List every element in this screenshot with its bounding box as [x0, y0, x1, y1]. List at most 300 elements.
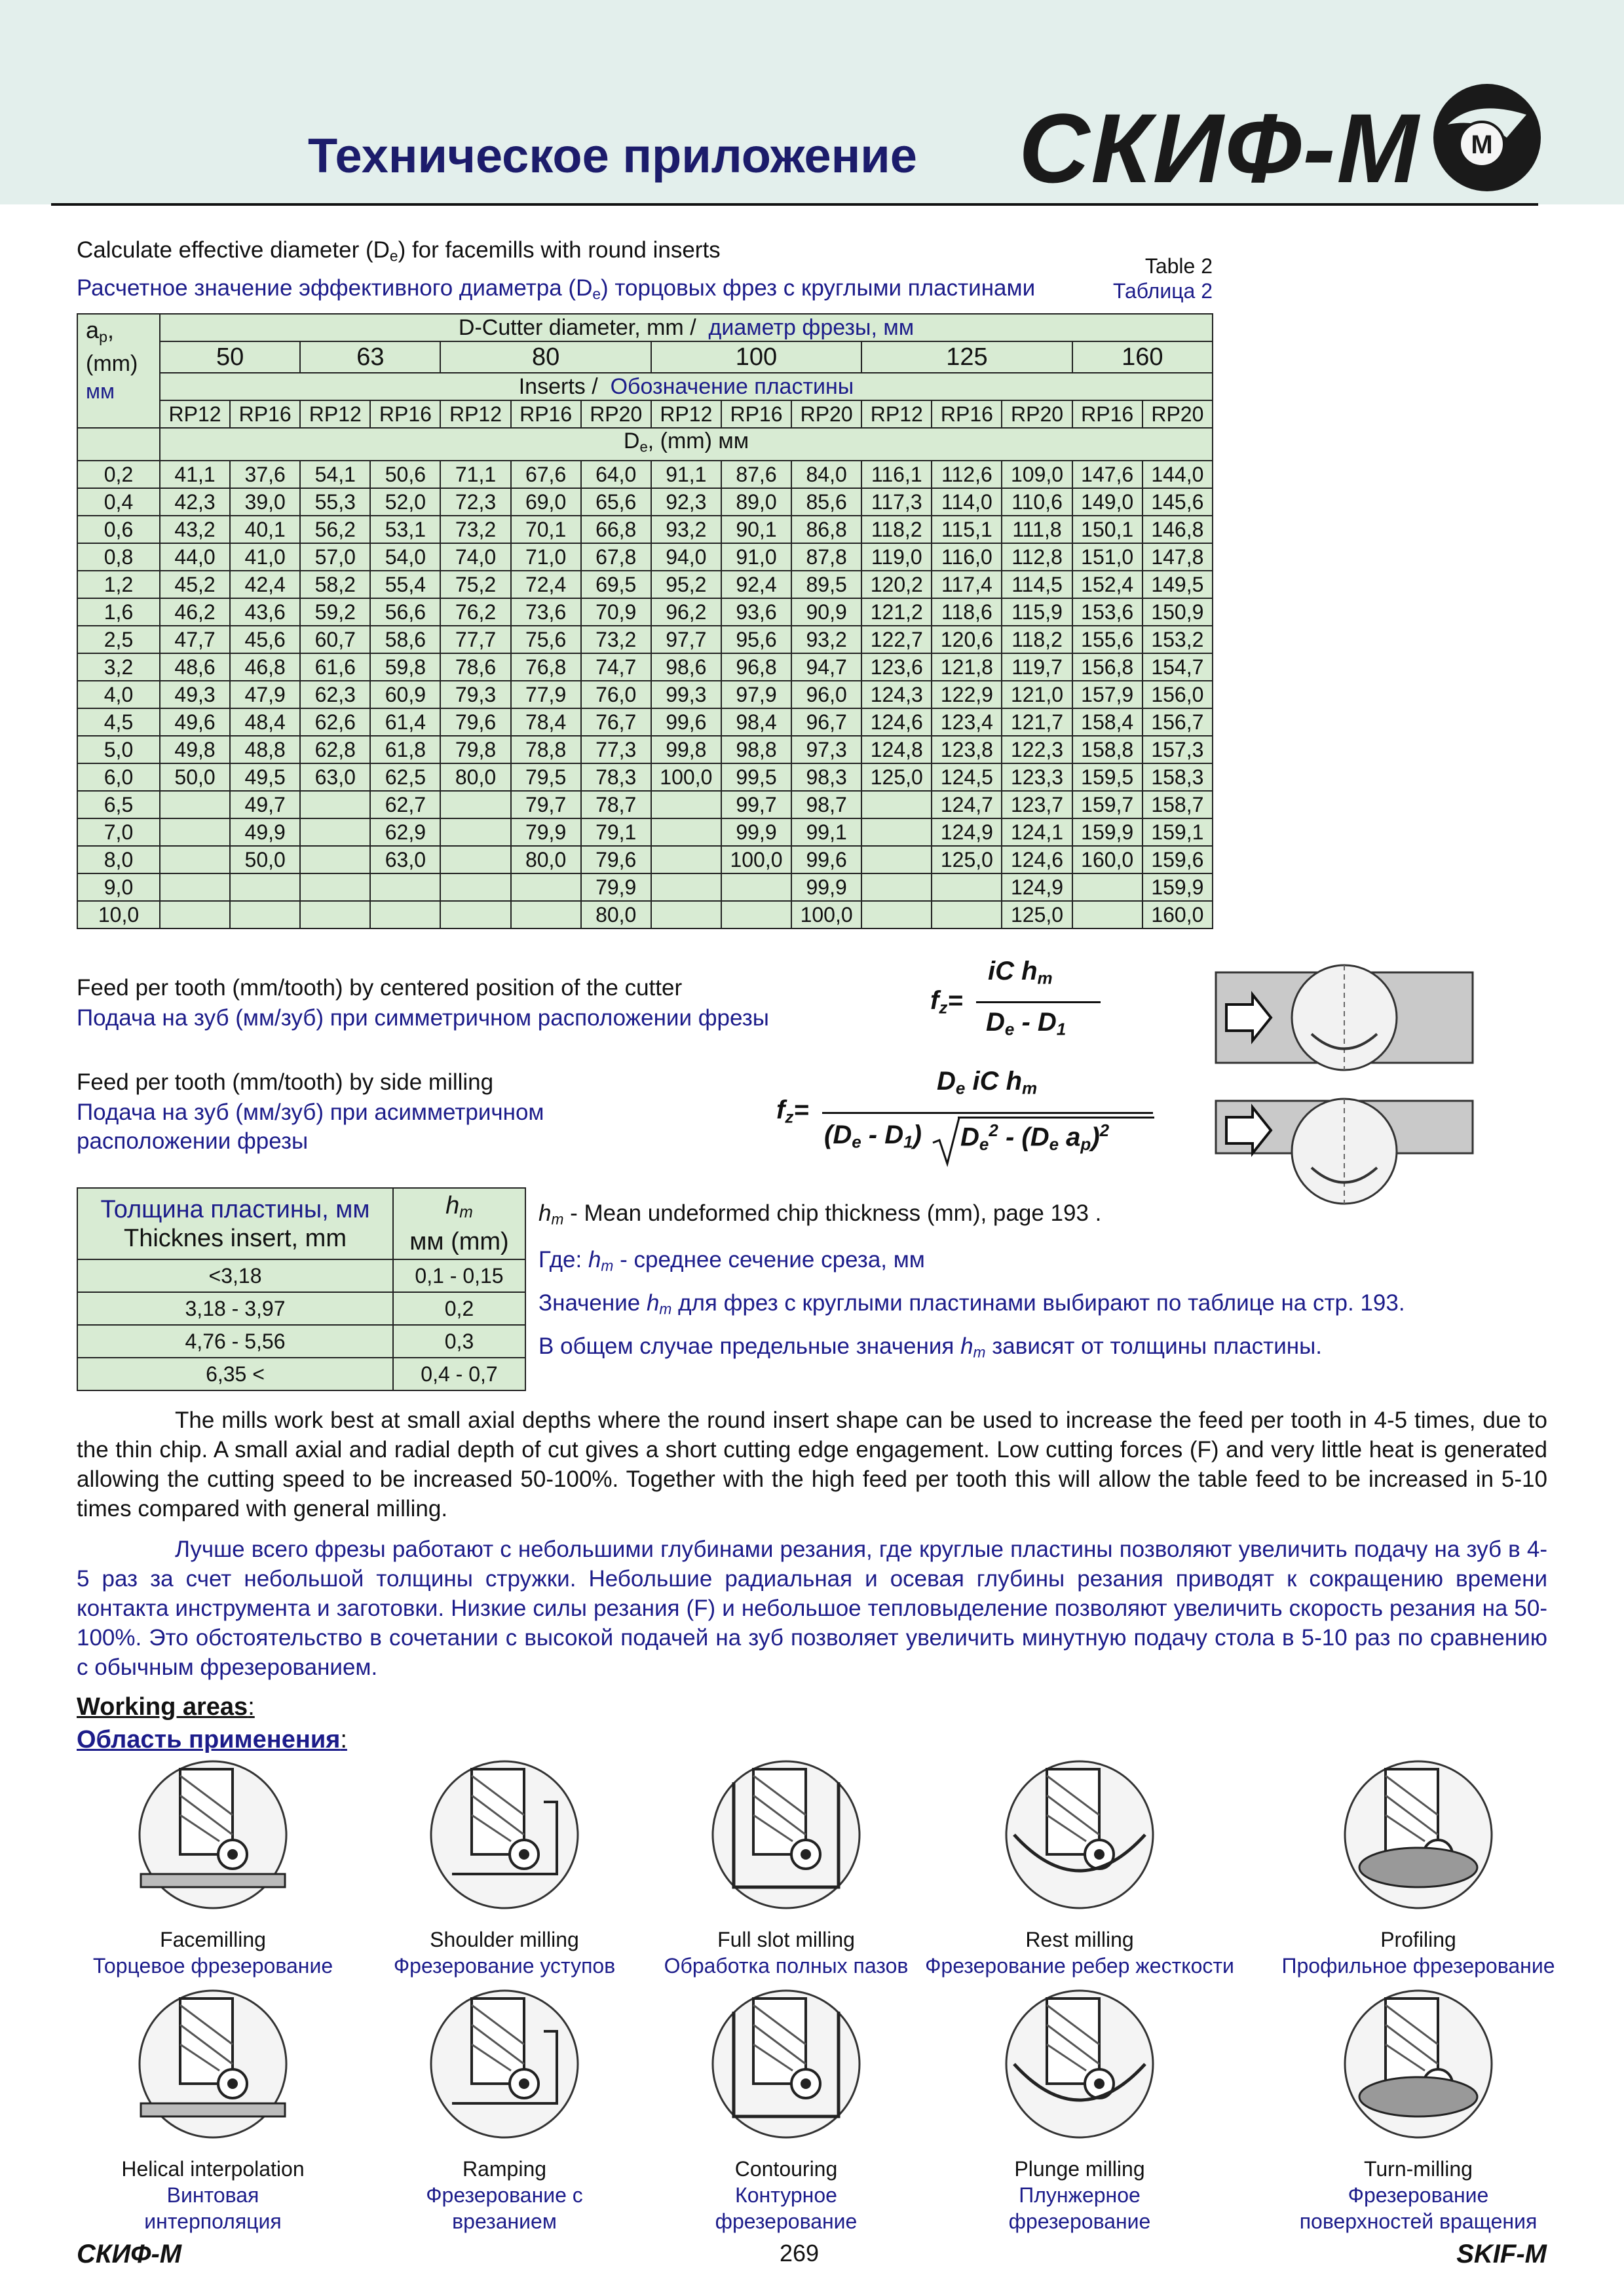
- de-value-cell: 123,7: [1002, 791, 1072, 818]
- de-value-cell: 95,6: [721, 626, 791, 653]
- helical-interpolation-caption: [49, 2156, 377, 2234]
- de-value-cell: 159,6: [1142, 846, 1213, 873]
- de-value-cell: 97,7: [651, 626, 721, 653]
- de-value-cell: [160, 818, 230, 846]
- de-value-cell: [651, 791, 721, 818]
- caption-ru: Торцевое фрезерование: [92, 1954, 333, 1978]
- rest-milling-illustration-icon: [1001, 1756, 1158, 1913]
- diameter-header-cell: 100: [651, 341, 861, 373]
- de-value-cell: 112,8: [1002, 543, 1072, 571]
- thickness-value-cell: 6,35 <: [77, 1358, 393, 1390]
- profiling-caption: [1255, 1926, 1582, 1979]
- de-value-cell: 156,7: [1142, 708, 1213, 736]
- caption-ru-line2: врезанием: [452, 2210, 557, 2233]
- de-value-cell: 149,5: [1142, 571, 1213, 598]
- de-value-cell: 49,6: [160, 708, 230, 736]
- de-value-cell: [230, 901, 300, 928]
- de-value-cell: 158,7: [1142, 791, 1213, 818]
- de-value-cell: [370, 901, 440, 928]
- de-value-cell: [861, 818, 932, 846]
- shoulder-milling-illustration-icon: [426, 1756, 583, 1913]
- de-value-cell: 118,2: [1002, 626, 1072, 653]
- table-row: [77, 791, 1213, 818]
- de-value-cell: 94,7: [791, 653, 861, 681]
- ap-value-cell: 1,6: [77, 598, 160, 626]
- de-value-cell: [440, 791, 510, 818]
- de-value-cell: 70,9: [581, 598, 651, 626]
- thickness-value-cell: 3,18 - 3,97: [77, 1292, 393, 1325]
- ap-blank-cell: [77, 428, 160, 461]
- de-value-cell: 87,8: [791, 543, 861, 571]
- table-row: [77, 461, 1213, 488]
- de-value-cell: 112,6: [932, 461, 1002, 488]
- diameter-header-cell: 160: [1072, 341, 1213, 373]
- de-value-cell: 79,3: [440, 681, 510, 708]
- de-value-cell: 61,4: [370, 708, 440, 736]
- table-row: [77, 901, 1213, 928]
- header-divider: [51, 203, 1538, 206]
- de-value-cell: 124,5: [932, 763, 1002, 791]
- de-value-cell: 80,0: [440, 763, 510, 791]
- de-value-cell: 76,2: [440, 598, 510, 626]
- de-value-cell: 79,9: [581, 873, 651, 901]
- full-slot-milling-caption: [622, 1926, 950, 1979]
- de-value-cell: 118,6: [932, 598, 1002, 626]
- de-value-cell: 98,8: [721, 736, 791, 763]
- thickness-value-cell: 4,76 - 5,56: [77, 1325, 393, 1358]
- de-value-cell: 79,9: [511, 818, 581, 846]
- formula2-bar: [822, 1112, 1153, 1114]
- de-value-cell: 59,2: [300, 598, 370, 626]
- de-value-cell: 48,4: [230, 708, 300, 736]
- de-value-cell: 124,6: [1002, 846, 1072, 873]
- ap-value-cell: 2,5: [77, 626, 160, 653]
- hm-note-ru2: Значение $h_m$ для фрез с круглыми пластинами выбирают по таблице на стр. 193.: [538, 1290, 1405, 1318]
- de-value-cell: 157,9: [1072, 681, 1142, 708]
- ap-value-cell: 1,2: [77, 571, 160, 598]
- de-value-cell: 92,4: [721, 571, 791, 598]
- feed-centered-en: Feed per tooth (mm/tooth) by centered position of the cutter: [77, 975, 683, 1001]
- de-value-cell: 89,0: [721, 488, 791, 516]
- de-value-cell: 74,7: [581, 653, 651, 681]
- de-value-cell: 46,8: [230, 653, 300, 681]
- de-value-cell: 98,4: [721, 708, 791, 736]
- de-value-cell: 62,8: [300, 736, 370, 763]
- de-value-cell: 150,9: [1142, 598, 1213, 626]
- feed-centered-ru: Подача на зуб (мм/зуб) при симметричном расположении фрезы: [77, 1005, 769, 1031]
- de-value-cell: [861, 873, 932, 901]
- de-value-cell: 76,0: [581, 681, 651, 708]
- de-value-cell: 90,1: [721, 516, 791, 543]
- de-value-cell: 65,6: [581, 488, 651, 516]
- de-value-cell: 117,3: [861, 488, 932, 516]
- de-value-cell: 47,7: [160, 626, 230, 653]
- logo-badge: M: [1471, 130, 1493, 159]
- working-areas-ru: Область применения:: [77, 1726, 347, 1753]
- de-value-cell: 151,0: [1072, 543, 1142, 571]
- de-value-cell: 160,0: [1142, 901, 1213, 928]
- de-value-cell: 123,4: [932, 708, 1002, 736]
- de-value-cell: 114,0: [932, 488, 1002, 516]
- de-value-cell: 149,0: [1072, 488, 1142, 516]
- de-value-cell: 119,7: [1002, 653, 1072, 681]
- de-value-cell: 121,2: [861, 598, 932, 626]
- de-value-cell: [651, 873, 721, 901]
- caption-ru-line2: фрезерование: [1008, 2210, 1151, 2233]
- de-value-cell: 60,9: [370, 681, 440, 708]
- de-value-cell: 159,9: [1142, 873, 1213, 901]
- ap-value-cell: 10,0: [77, 901, 160, 928]
- insert-type-cell: RP20: [1002, 400, 1072, 428]
- de-value-cell: 159,9: [1072, 818, 1142, 846]
- de-value-cell: 86,8: [791, 516, 861, 543]
- sqrt-radical-icon: [930, 1115, 963, 1168]
- de-value-cell: 72,3: [440, 488, 510, 516]
- de-value-cell: [511, 873, 581, 901]
- facemilling-illustration-icon: [134, 1756, 292, 1913]
- insert-type-cell: RP12: [651, 400, 721, 428]
- de-value-cell: 62,9: [370, 818, 440, 846]
- de-value-cell: 159,7: [1072, 791, 1142, 818]
- de-value-cell: [861, 846, 932, 873]
- de-value-cell: 120,6: [932, 626, 1002, 653]
- de-value-cell: 124,9: [1002, 873, 1072, 901]
- de-value-cell: 121,0: [1002, 681, 1072, 708]
- hm-value-cell: 0,4 - 0,7: [393, 1358, 525, 1390]
- de-value-cell: 118,2: [861, 516, 932, 543]
- caption-ru: Контурное: [735, 2183, 837, 2207]
- de-value-cell: 62,6: [300, 708, 370, 736]
- insert-type-cell: RP16: [370, 400, 440, 428]
- de-value-cell: [511, 901, 581, 928]
- de-value-cell: 92,3: [651, 488, 721, 516]
- de-value-cell: 124,6: [861, 708, 932, 736]
- de-value-cell: [1072, 901, 1142, 928]
- de-value-cell: 70,1: [511, 516, 581, 543]
- de-value-cell: 74,0: [440, 543, 510, 571]
- de-value-cell: 156,8: [1072, 653, 1142, 681]
- de-value-cell: 79,8: [440, 736, 510, 763]
- de-value-cell: 115,9: [1002, 598, 1072, 626]
- page-number: 269: [780, 2240, 820, 2267]
- de-value-cell: 49,9: [230, 818, 300, 846]
- logo-text: СКИФ-М: [1019, 93, 1420, 203]
- de-value-cell: 99,7: [721, 791, 791, 818]
- de-value-cell: 52,0: [370, 488, 440, 516]
- de-value-cell: 84,0: [791, 461, 861, 488]
- de-value-cell: [861, 901, 932, 928]
- sqrt-overbar: [958, 1117, 1154, 1119]
- ap-header-cell: $a_p$, (mm) мм: [77, 314, 160, 428]
- de-value-cell: 115,1: [932, 516, 1002, 543]
- de-value-cell: 98,7: [791, 791, 861, 818]
- cutter-diameter-title: D-Cutter diameter, mm / диаметр фрезы, мм: [160, 314, 1213, 341]
- formula1-numerator: iC $h_m$: [988, 957, 1053, 988]
- de-value-cell: 77,7: [440, 626, 510, 653]
- de-value-cell: 72,4: [511, 571, 581, 598]
- de-value-cell: [440, 818, 510, 846]
- de-value-cell: 78,7: [581, 791, 651, 818]
- inserts-title: Inserts / Обозначение пластины: [160, 373, 1213, 400]
- formula1-denominator: $D_e - D_1$: [986, 1008, 1067, 1039]
- ap-value-cell: 4,5: [77, 708, 160, 736]
- de-value-cell: 97,9: [721, 681, 791, 708]
- de-value-cell: 124,3: [861, 681, 932, 708]
- de-value-cell: 50,6: [370, 461, 440, 488]
- caption-en: Rest milling: [1025, 1928, 1134, 1951]
- de-value-cell: 96,8: [721, 653, 791, 681]
- de-value-cell: 67,8: [581, 543, 651, 571]
- de-value-cell: 62,3: [300, 681, 370, 708]
- paragraph-en: The mills work best at small axial depths where the round insert shape can be used to increase the feed per tooth in 4-5 times, due to the thin chip. A small axial and radial depth of cut gives a short cutting edge engagement. Low cutting forces (F) and very little heat is generated allowing the cutting speed to be increased 50-100%. Together with the high feed per tooth this will allow the table feed to be increased in 5-10 times compared with general milling.: [77, 1407, 1547, 1521]
- de-value-cell: 99,5: [721, 763, 791, 791]
- de-value-cell: 93,2: [651, 516, 721, 543]
- de-value-cell: 73,2: [440, 516, 510, 543]
- table-row: [77, 681, 1213, 708]
- de-value-cell: 76,7: [581, 708, 651, 736]
- formula1-lhs: $f_z=$: [930, 986, 963, 1018]
- de-value-cell: 145,6: [1142, 488, 1213, 516]
- de-value-cell: 78,4: [511, 708, 581, 736]
- de-value-cell: 46,2: [160, 598, 230, 626]
- working-areas-en: Working areas:: [77, 1693, 255, 1721]
- hm-note-ru3: В общем случае предельные значения $h_m$ зависят от толщины пластины.: [538, 1333, 1322, 1361]
- hm-note-ru1: Где: $h_m$ - среднее сечение среза, мм: [538, 1247, 925, 1274]
- de-value-cell: 99,1: [791, 818, 861, 846]
- de-value-cell: 55,3: [300, 488, 370, 516]
- de-value-cell: 93,6: [721, 598, 791, 626]
- de-value-cell: 91,1: [651, 461, 721, 488]
- de-value-cell: 42,3: [160, 488, 230, 516]
- de-value-cell: 47,9: [230, 681, 300, 708]
- diameter-header-cell: 63: [300, 341, 440, 373]
- de-value-cell: 122,7: [861, 626, 932, 653]
- de-value-cell: 98,6: [651, 653, 721, 681]
- de-value-cell: [160, 901, 230, 928]
- caption-ru: Фрезерование ребер жесткости: [925, 1954, 1234, 1978]
- insert-type-cell: RP16: [721, 400, 791, 428]
- de-value-cell: 79,6: [581, 846, 651, 873]
- de-value-cell: 96,2: [651, 598, 721, 626]
- de-value-cell: [440, 846, 510, 873]
- de-value-cell: 54,1: [300, 461, 370, 488]
- de-value-cell: 98,3: [791, 763, 861, 791]
- caption-ru: Профильное фрезерование: [1281, 1954, 1555, 1978]
- de-value-cell: 125,0: [1002, 901, 1072, 928]
- de-value-cell: 124,1: [1002, 818, 1072, 846]
- de-value-cell: 100,0: [721, 846, 791, 873]
- de-value-cell: 144,0: [1142, 461, 1213, 488]
- insert-type-cell: RP20: [1142, 400, 1213, 428]
- de-value-cell: 66,8: [581, 516, 651, 543]
- de-value-cell: 64,0: [581, 461, 651, 488]
- de-value-cell: [300, 901, 370, 928]
- de-value-cell: [300, 846, 370, 873]
- ap-value-cell: 8,0: [77, 846, 160, 873]
- de-value-cell: 122,3: [1002, 736, 1072, 763]
- de-value-cell: 125,0: [932, 846, 1002, 873]
- caption-ru-line2: интерполяция: [144, 2210, 282, 2233]
- de-value-cell: 41,1: [160, 461, 230, 488]
- de-value-cell: [300, 873, 370, 901]
- table-row: [77, 488, 1213, 516]
- ap-value-cell: 3,2: [77, 653, 160, 681]
- de-value-cell: 73,2: [581, 626, 651, 653]
- hm-value-cell: 0,3: [393, 1325, 525, 1358]
- insert-type-cell: RP20: [791, 400, 861, 428]
- hm-header: $h_m$ мм (mm): [393, 1188, 525, 1259]
- diameter-header-cell: 50: [160, 341, 300, 373]
- de-value-cell: 78,6: [440, 653, 510, 681]
- de-value-cell: 67,6: [511, 461, 581, 488]
- de-value-cell: [721, 901, 791, 928]
- ap-value-cell: 7,0: [77, 818, 160, 846]
- de-value-cell: 61,8: [370, 736, 440, 763]
- insert-type-cell: RP12: [300, 400, 370, 428]
- de-value-cell: 157,3: [1142, 736, 1213, 763]
- profiling-illustration-icon: [1340, 1756, 1497, 1913]
- de-value-cell: 53,1: [370, 516, 440, 543]
- de-value-cell: 49,3: [160, 681, 230, 708]
- de-value-cell: 48,8: [230, 736, 300, 763]
- de-value-cell: 147,8: [1142, 543, 1213, 571]
- de-value-cell: 124,7: [932, 791, 1002, 818]
- de-value-cell: 116,0: [932, 543, 1002, 571]
- de-value-cell: 44,0: [160, 543, 230, 571]
- de-value-cell: 62,5: [370, 763, 440, 791]
- de-value-cell: 124,8: [861, 736, 932, 763]
- de-value-cell: 121,8: [932, 653, 1002, 681]
- de-value-cell: 56,6: [370, 598, 440, 626]
- de-unit-title: $D_e$, (mm) мм: [160, 428, 1213, 461]
- de-value-cell: 123,6: [861, 653, 932, 681]
- de-value-cell: 78,3: [581, 763, 651, 791]
- ap-value-cell: 6,0: [77, 763, 160, 791]
- ap-value-cell: 0,6: [77, 516, 160, 543]
- insert-type-cell: RP20: [581, 400, 651, 428]
- de-value-cell: 75,2: [440, 571, 510, 598]
- de-value-cell: 100,0: [791, 901, 861, 928]
- caption-en: Profiling: [1380, 1928, 1456, 1951]
- contouring-caption: [622, 2156, 950, 2234]
- de-value-cell: 80,0: [581, 901, 651, 928]
- de-value-cell: [932, 901, 1002, 928]
- helical-interpolation-illustration-icon: [134, 1985, 292, 2143]
- de-value-cell: 41,0: [230, 543, 300, 571]
- de-value-cell: [440, 873, 510, 901]
- shoulder-milling-caption: [341, 1926, 668, 1979]
- de-value-cell: 123,8: [932, 736, 1002, 763]
- de-value-cell: 43,6: [230, 598, 300, 626]
- table-row: [77, 873, 1213, 901]
- footer-brand-ru: СКИФ-М: [77, 2240, 182, 2268]
- table-row: [77, 543, 1213, 571]
- de-value-cell: 79,7: [511, 791, 581, 818]
- formula1-bar: [976, 1001, 1101, 1003]
- de-value-cell: [160, 846, 230, 873]
- de-value-cell: 150,1: [1072, 516, 1142, 543]
- de-value-cell: 111,8: [1002, 516, 1072, 543]
- insert-thickness-table: [77, 1187, 526, 1391]
- ap-value-cell: 6,5: [77, 791, 160, 818]
- caption-ru: Винтовая: [166, 2183, 259, 2207]
- de-value-cell: 58,6: [370, 626, 440, 653]
- de-value-cell: 99,6: [651, 708, 721, 736]
- de-value-cell: 158,4: [1072, 708, 1142, 736]
- diameter-header-cell: 125: [861, 341, 1072, 373]
- de-value-cell: [370, 873, 440, 901]
- de-value-cell: 50,0: [160, 763, 230, 791]
- logo-emblem-icon: [1428, 79, 1546, 197]
- de-value-cell: 95,2: [651, 571, 721, 598]
- de-value-cell: 100,0: [651, 763, 721, 791]
- de-value-cell: 152,4: [1072, 571, 1142, 598]
- de-value-cell: 50,0: [230, 846, 300, 873]
- de-value-cell: 97,3: [791, 736, 861, 763]
- insert-type-cell: RP16: [511, 400, 581, 428]
- footer-brand-en: SKIF-M: [1456, 2240, 1547, 2268]
- table-row: [77, 736, 1213, 763]
- de-value-cell: 124,9: [932, 818, 1002, 846]
- centered-cutter-diagram: [1213, 962, 1475, 1073]
- formula2-denominator: $(D_e - D_1)$: [824, 1120, 922, 1152]
- caption-en: Plunge milling: [1014, 2157, 1145, 2181]
- de-value-cell: 79,1: [581, 818, 651, 846]
- de-value-cell: [160, 791, 230, 818]
- de-value-cell: [651, 846, 721, 873]
- effective-diameter-table: [77, 313, 1213, 929]
- de-value-cell: 63,0: [300, 763, 370, 791]
- de-value-cell: 121,7: [1002, 708, 1072, 736]
- feed-side-ru1: Подача на зуб (мм/зуб) при асимметричном: [77, 1100, 544, 1125]
- de-value-cell: 153,2: [1142, 626, 1213, 653]
- brand-logo: [1009, 72, 1553, 203]
- de-value-cell: 156,0: [1142, 681, 1213, 708]
- de-value-cell: 48,6: [160, 653, 230, 681]
- caption-en: Ramping: [462, 2157, 547, 2181]
- de-value-cell: 93,2: [791, 626, 861, 653]
- de-value-cell: 109,0: [1002, 461, 1072, 488]
- de-value-cell: 71,0: [511, 543, 581, 571]
- table-row: [77, 1358, 525, 1390]
- ramping-illustration-icon: [426, 1985, 583, 2143]
- turn-milling-caption: [1255, 2156, 1582, 2234]
- table-row: [77, 516, 1213, 543]
- de-value-cell: 61,6: [300, 653, 370, 681]
- de-value-cell: [932, 873, 1002, 901]
- de-value-cell: 99,9: [791, 873, 861, 901]
- rest-milling-caption: [916, 1926, 1243, 1979]
- de-value-cell: [1072, 873, 1142, 901]
- de-value-cell: 42,4: [230, 571, 300, 598]
- de-value-cell: 54,0: [370, 543, 440, 571]
- de-value-cell: 159,5: [1072, 763, 1142, 791]
- de-value-cell: 69,5: [581, 571, 651, 598]
- de-value-cell: 158,3: [1142, 763, 1213, 791]
- de-value-cell: 57,0: [300, 543, 370, 571]
- de-value-cell: 99,9: [721, 818, 791, 846]
- turn-milling-illustration-icon: [1340, 1985, 1497, 2143]
- formula2-numerator: $D_e$ iC $h_m$: [937, 1067, 1038, 1098]
- intro-en: Calculate effective diameter $(D_e)$ for facemills with round inserts: [77, 237, 721, 265]
- formula2-lhs: $f_z=$: [776, 1096, 809, 1127]
- de-value-cell: 77,9: [511, 681, 581, 708]
- full-slot-milling-illustration-icon: [708, 1756, 865, 1913]
- de-value-cell: 116,1: [861, 461, 932, 488]
- de-value-cell: 62,7: [370, 791, 440, 818]
- de-value-cell: 99,6: [791, 846, 861, 873]
- caption-en: Shoulder milling: [430, 1928, 579, 1951]
